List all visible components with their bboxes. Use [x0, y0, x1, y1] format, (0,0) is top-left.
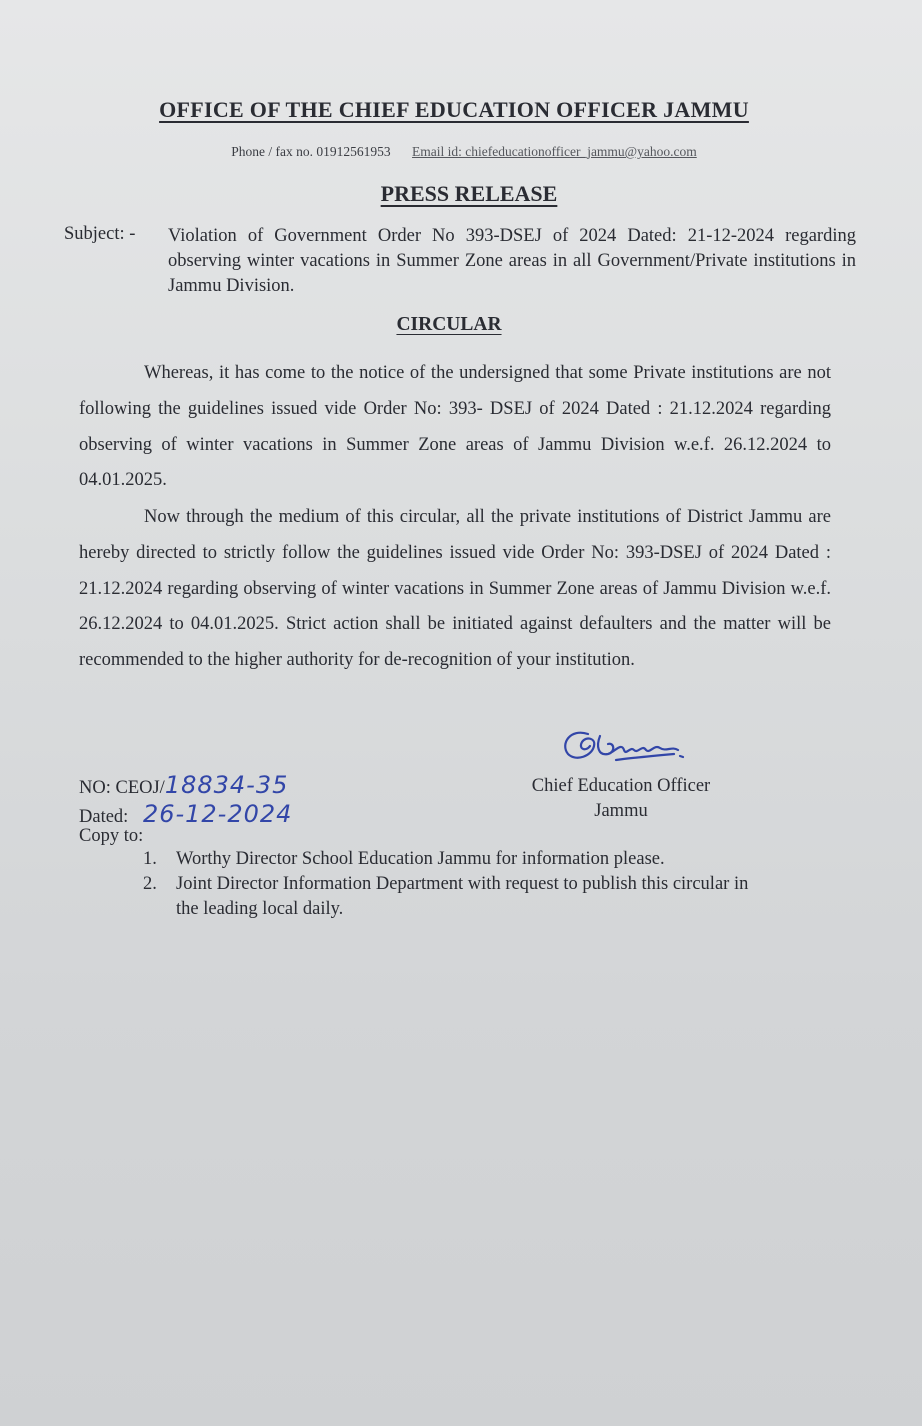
office-heading — [0, 97, 908, 123]
list-number: 2. — [143, 874, 157, 894]
dated-value: 26-12-2024 — [142, 800, 293, 828]
copy-to-list — [143, 847, 748, 922]
dated-label: Dated: — [79, 807, 129, 827]
signatory-location: Jammu — [594, 801, 648, 821]
handwritten-signature — [556, 722, 696, 777]
phone-fax: Phone / fax no. 01912561953 — [231, 144, 391, 159]
signatory-title: Chief Education Officer — [531, 776, 711, 796]
subject-label: Subject: - — [64, 224, 136, 244]
list-text: Worthy Director School Education Jammu for information please. — [176, 849, 665, 869]
reference-date — [79, 800, 292, 828]
list-number: 1. — [143, 849, 157, 869]
paragraph-2: Now through the medium of this circular, all the private institutions of District Jammu are hereby directed to strictly follow the guidelines issued vide Order No: 393-DSEJ of 2024 Dated : 21.12.2024 regarding observing of winter vacations in Summer Zone areas of Jammu Division w.e.f. 26.12.2024 to 04.01.2025. Strict action shall be initiated against defaulters and the matter will be recommended to the higher authority for de-recognition of your institution. — [79, 507, 831, 671]
press-release-label: PRESS RELEASE — [380, 181, 558, 206]
list-text: Joint Director Information Department with request to publish this circular in — [176, 874, 749, 894]
contact-line — [0, 144, 922, 160]
reference-no-label: NO: CEOJ/ — [79, 778, 165, 798]
office-name: OFFICE OF THE CHIEF EDUCATION OFFICER JAMMU — [159, 97, 749, 122]
reference-number — [79, 771, 288, 799]
reference-no-value: 18834-35 — [164, 771, 289, 799]
press-release-title — [0, 181, 922, 207]
circular-label: CIRCULAR — [396, 314, 502, 335]
list-item — [143, 847, 748, 872]
subject-text: Violation of Government Order No 393-DSEJ of 2024 Dated: 21-12-2024 regarding observing winter vacations in Summer Zone areas in all Government/Private institutions in Jammu Division. — [168, 226, 856, 296]
list-item — [143, 872, 748, 922]
email-id: Email id: chiefeducationofficer_jammu@yahoo.com — [412, 144, 697, 159]
list-text-continued: the leading local daily. — [176, 899, 344, 919]
circular-title — [0, 314, 898, 336]
copy-to-label: Copy to: — [79, 826, 144, 846]
paragraph-1: Whereas, it has come to the notice of the undersigned that some Private institutions are not following the guidelines issued vide Order No: 393- DSEJ of 2024 Dated : 21.12.2024 regarding observing of winter vacations in Summer Zone areas of Jammu Division w.e.f. 26.12.2024 to 04.01.2025. — [79, 363, 831, 491]
